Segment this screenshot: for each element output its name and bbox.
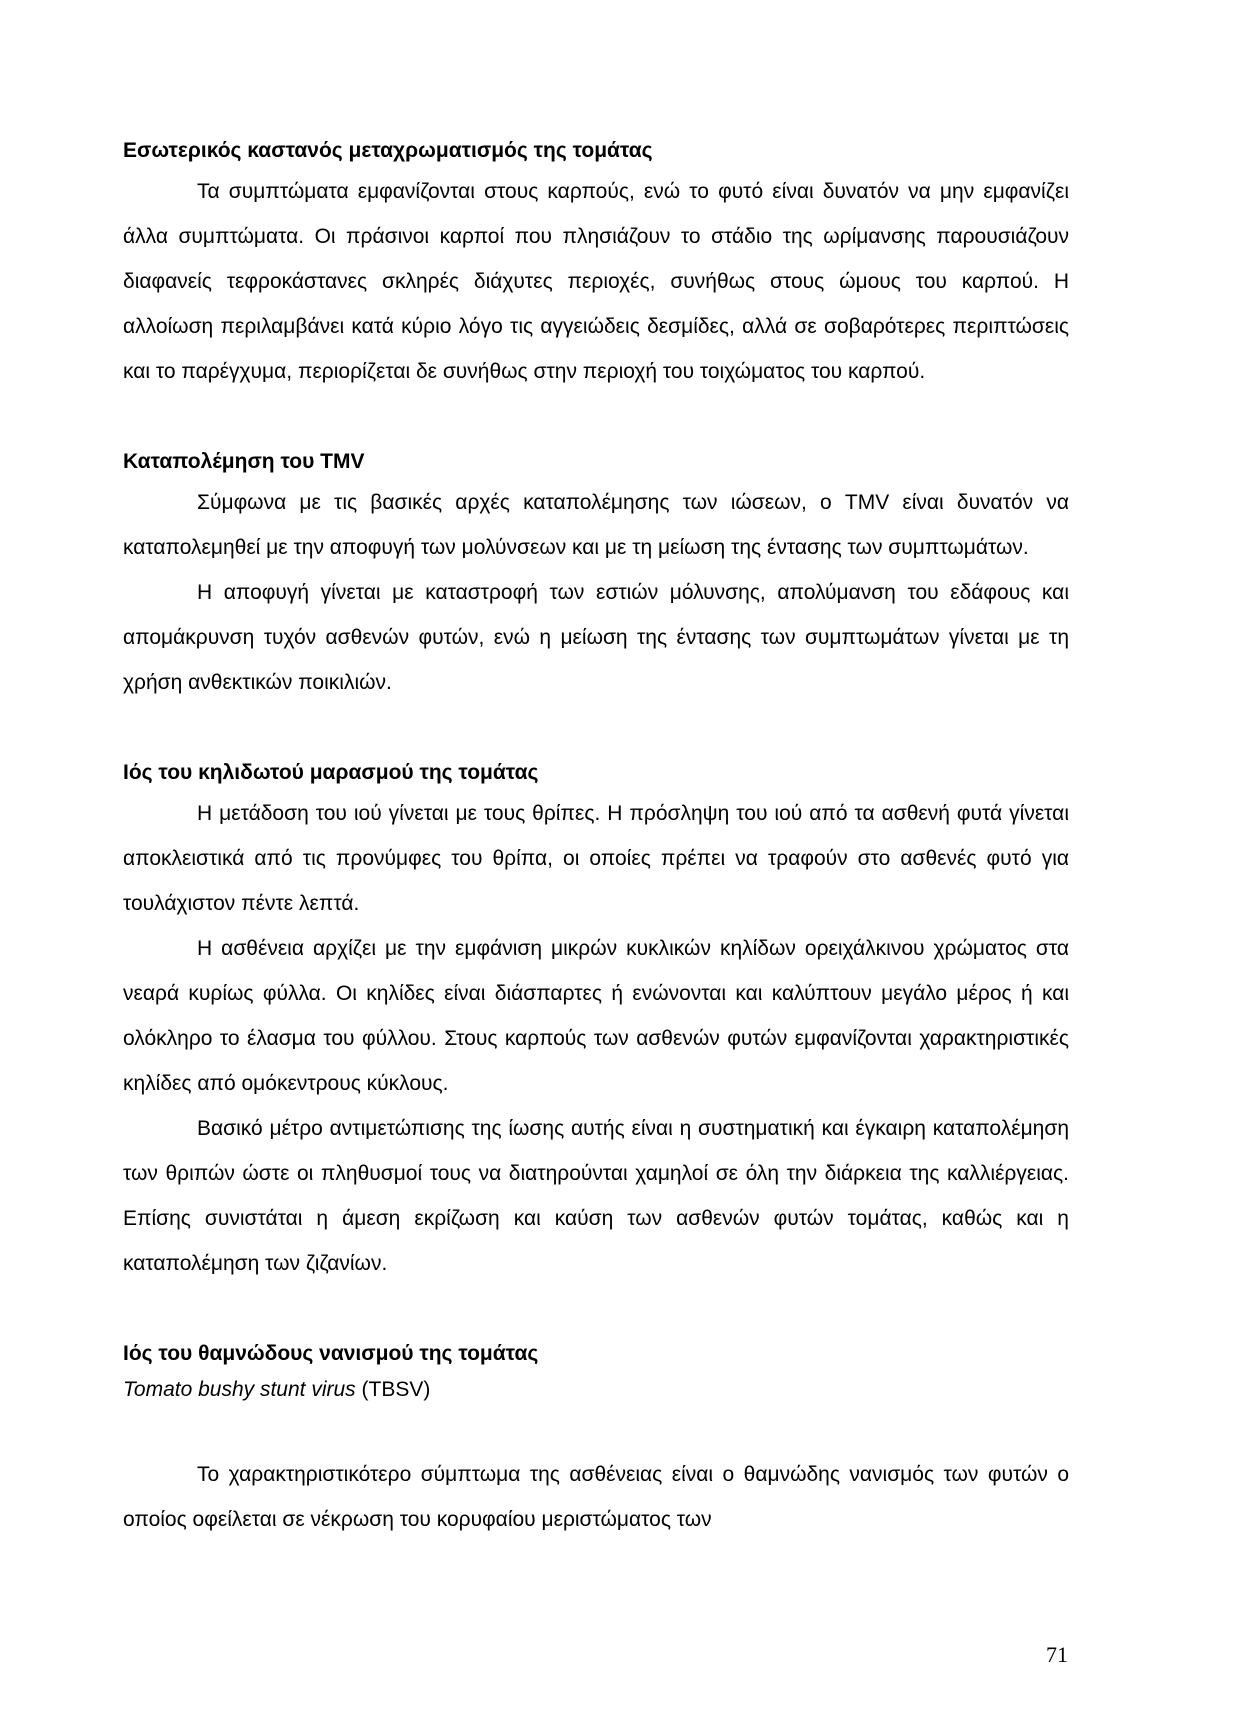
- virus-scientific-name: [123, 1372, 1069, 1408]
- section-heading: Ιός του θαμνώδους νανισμού της τομάτας: [123, 1342, 539, 1365]
- paragraph-gap: [123, 1408, 1069, 1452]
- section-tmv-control: [123, 444, 1069, 705]
- section-spotted-wilt-virus: [123, 755, 1069, 1286]
- page-number: 71: [1046, 1642, 1068, 1667]
- section-heading: Καταπολέμηση του TMV: [123, 450, 365, 473]
- latin-name: Tomato bushy stunt virus: [123, 1378, 356, 1401]
- section-gap: [123, 394, 1069, 444]
- section-heading: Ιός του κηλιδωτού μαρασμού της τομάτας: [123, 761, 539, 784]
- paragraph: Η αποφυγή γίνεται με καταστροφή των εστιών μόλυνσης, απολύμανση του εδάφους και απομάκρυνση τυχόν ασθενών φυτών, ενώ η μείωση της έντασης των συμπτωμάτων γίνεται με τη χρήση ανθεκτικών ποικιλιών.: [123, 581, 1069, 694]
- paragraph: Βασικό μέτρο αντιμετώπισης της ίωσης αυτής είναι η συστηματική και έγκαιρη καταπολέμηση των θριπών ώστε οι πληθυσμοί τους να διατηρούνται χαμηλοί σε όλη την διάρκεια της καλλιέργειας. Επίσης συνιστάται η άμεση εκρίζωση και καύση των ασθενών φυτών τομάτας, καθώς και η καταπολέμηση των ζιζανίων.: [123, 1117, 1069, 1275]
- paragraph: Η μετάδοση του ιού γίνεται με τους θρίπες. Η πρόσληψη του ιού από τα ασθενή φυτά γίνεται αποκλειστικά από τις προνύμφες του θρίπα, οι οποίες πρέπει να τραφούν στο ασθενές φυτό για τουλάχιστον πέντε λεπτά.: [123, 802, 1069, 915]
- section-internal-browning: [123, 133, 1069, 394]
- page-body: [123, 133, 1069, 1542]
- paragraph: Σύμφωνα με τις βασικές αρχές καταπολέμησης των ιώσεων, ο TMV είναι δυνατόν να καταπολεμηθεί με την αποφυγή των μολύνσεων και με τη μείωση της έντασης των συμπτωμάτων.: [123, 491, 1069, 559]
- paragraph: Η ασθένεια αρχίζει με την εμφάνιση μικρών κυκλικών κηλίδων ορειχάλκινου χρώματος στα νεαρά κυρίως φύλλα. Οι κηλίδες είναι διάσπαρτες ή ενώνονται και καλύπτουν μεγάλο μέρος ή και ολόκληρο το έλασμα του φύλλου. Στους καρπούς των ασθενών φυτών εμφανίζονται χαρακτηριστικές κηλίδες από ομόκεντρους κύκλους.: [123, 937, 1069, 1095]
- virus-abbreviation: (TBSV): [361, 1378, 431, 1401]
- section-bushy-stunt-virus: [123, 1336, 1069, 1542]
- section-gap: [123, 705, 1069, 755]
- section-heading: Εσωτερικός καστανός μεταχρωματισμός της τομάτας: [123, 139, 653, 162]
- section-gap: [123, 1286, 1069, 1336]
- paragraph: Το χαρακτηριστικότερο σύμπτωμα της ασθένειας είναι ο θαμνώδης νανισμός των φυτών ο οποίος οφείλεται σε νέκρωση του κορυφαίου μεριστώματος των: [123, 1463, 1069, 1531]
- paragraph: Τα συμπτώματα εμφανίζονται στους καρπούς, ενώ το φυτό είναι δυνατόν να μην εμφανίζει άλλα συμπτώματα. Οι πράσινοι καρποί που πλησιάζουν το στάδιο της ωρίμανσης παρουσιάζουν διαφανείς τεφροκάστανες σκληρές διάχυτες περιοχές, συνήθως στους ώμους του καρπού. Η αλλοίωση περιλαμβάνει κατά κύριο λόγο τις αγγειώδεις δεσμίδες, αλλά σε σοβαρότερες περιπτώσεις και το παρέγχυμα, περιορίζεται δε συνήθως στην περιοχή του τοιχώματος του καρπού.: [123, 180, 1069, 383]
